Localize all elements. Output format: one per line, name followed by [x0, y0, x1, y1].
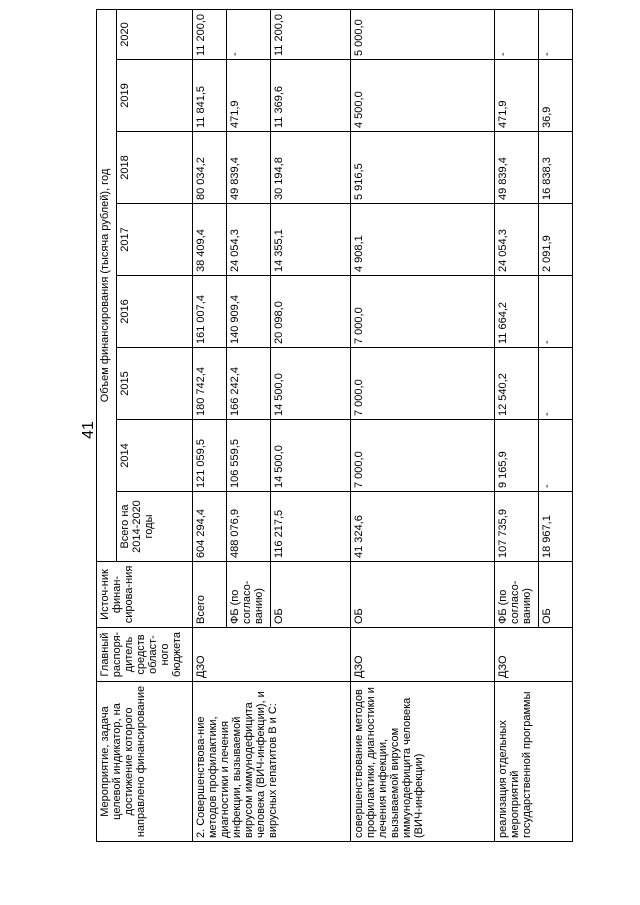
admin-cell: ДЗО — [495, 628, 573, 682]
value-cell: 30 194,8 — [271, 132, 351, 204]
value-cell: 12 540,2 — [495, 348, 539, 420]
value-cell: 20 098,0 — [271, 276, 351, 348]
measure-cell: совершенствование методов профилактики, диагностики и лечения инфекции, вызываемой вирусом иммунодефицита человека (ВИЧ-инфекции) — [351, 682, 495, 842]
value-cell: 11 200,0 — [193, 9, 227, 59]
value-cell: 38 409,4 — [193, 204, 227, 276]
value-cell: 7 000,0 — [351, 276, 495, 348]
total-cell: 107 735,9 — [495, 492, 539, 562]
value-cell: 16 838,3 — [539, 132, 573, 204]
header-source: Источ-ник финан-сирова-ния — [97, 562, 193, 628]
header-year-2017: 2017 — [117, 204, 193, 276]
value-cell: - — [495, 9, 539, 59]
source-cell: ФБ (по согласо-ванию) — [495, 562, 539, 628]
value-cell: 80 034,2 — [193, 132, 227, 204]
value-cell: 9 165,9 — [495, 420, 539, 492]
value-cell: 471,9 — [227, 60, 271, 132]
header-total: Всего на 2014-2020 годы — [117, 492, 193, 562]
value-cell: - — [227, 9, 271, 59]
header-year-2020: 2020 — [117, 9, 193, 59]
value-cell: 106 559,5 — [227, 420, 271, 492]
page-number: 41 — [80, 421, 97, 439]
funding-table — [96, 9, 573, 842]
value-cell: 121 059,5 — [193, 420, 227, 492]
source-cell: ОБ — [351, 562, 495, 628]
value-cell: 7 000,0 — [351, 348, 495, 420]
header-admin: Главный распоря-дитель средств област-ного бюджета — [97, 628, 193, 682]
value-cell: 11 200,0 — [271, 9, 351, 59]
table-row — [495, 9, 539, 841]
value-cell: 4 908,1 — [351, 204, 495, 276]
value-cell: 49 839,4 — [227, 132, 271, 204]
source-cell: Всего — [193, 562, 227, 628]
value-cell: 24 054,3 — [227, 204, 271, 276]
value-cell: 4 500,0 — [351, 60, 495, 132]
value-cell: 2 091,9 — [539, 204, 573, 276]
header-measure: Мероприятие, задача целевой индикатор, на достижение которого направлено финансирование — [97, 682, 193, 842]
admin-cell: ДЗО — [193, 628, 351, 682]
total-cell: 604 294,4 — [193, 492, 227, 562]
value-cell: 140 909,4 — [227, 276, 271, 348]
table-row — [193, 9, 227, 841]
value-cell: - — [539, 420, 573, 492]
value-cell: - — [539, 9, 573, 59]
value-cell: 166 242,4 — [227, 348, 271, 420]
value-cell: 161 007,4 — [193, 276, 227, 348]
value-cell: - — [539, 276, 573, 348]
total-cell: 116 217,5 — [271, 492, 351, 562]
value-cell: 14 500,0 — [271, 348, 351, 420]
value-cell: 24 054,3 — [495, 204, 539, 276]
measure-cell: 2. Совершенствова-ние методов профилактики, диагностики и лечения инфекции, вызываемой вирусом иммунодефицита человека (ВИЧ-инфекции), и вирусных гепатитов В и С: — [193, 682, 351, 842]
value-cell: 11 369,6 — [271, 60, 351, 132]
value-cell: 14 500,0 — [271, 420, 351, 492]
value-cell: 11 664,2 — [495, 276, 539, 348]
value-cell: 180 742,4 — [193, 348, 227, 420]
source-cell: ФБ (по согласо-ванию) — [227, 562, 271, 628]
funding-table-wrapper — [96, 10, 572, 842]
total-cell: 41 324,6 — [351, 492, 495, 562]
admin-cell: ДЗО — [351, 628, 495, 682]
value-cell: 11 841,5 — [193, 60, 227, 132]
header-year-2015: 2015 — [117, 348, 193, 420]
header-year-2014: 2014 — [117, 420, 193, 492]
measure-cell: реализация отдельных мероприятий государственной программы — [495, 682, 573, 842]
source-cell: ОБ — [539, 562, 573, 628]
value-cell: 49 839,4 — [495, 132, 539, 204]
total-cell: 18 967,1 — [539, 492, 573, 562]
value-cell: 5 000,0 — [351, 9, 495, 59]
table-row — [351, 9, 495, 841]
value-cell: 5 916,5 — [351, 132, 495, 204]
header-year-2016: 2016 — [117, 276, 193, 348]
value-cell: 7 000,0 — [351, 420, 495, 492]
source-cell: ОБ — [271, 562, 351, 628]
header-funding: Объем финансирования (тысяча рублей), год — [97, 9, 117, 561]
value-cell: - — [539, 348, 573, 420]
value-cell: 14 355,1 — [271, 204, 351, 276]
value-cell: 471,9 — [495, 60, 539, 132]
header-year-2018: 2018 — [117, 132, 193, 204]
value-cell: 36,9 — [539, 60, 573, 132]
total-cell: 488 076,9 — [227, 492, 271, 562]
header-year-2019: 2019 — [117, 60, 193, 132]
